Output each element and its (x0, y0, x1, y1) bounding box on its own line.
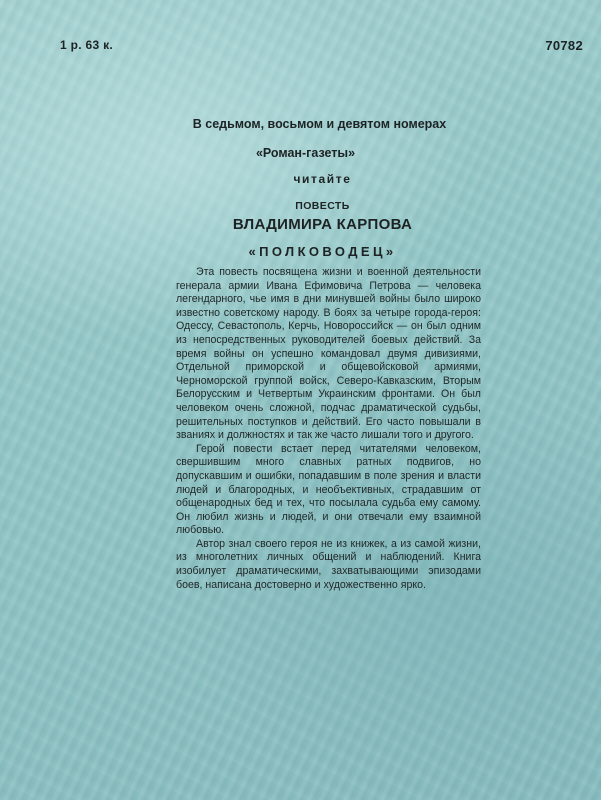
genre-label: ПОВЕСТЬ (295, 200, 350, 212)
catalog-code: 70782 (545, 38, 583, 53)
paragraph-2: Герой повести встает перед читателями человеком, свершившим много славных ратных подвигов, но допускавшим и ошибки, попадавшим в поле зрения и власти людей и благородных, и необъективных, страдавшим от общенародных бед и тех, что посылала судьба ему самому. Он любил жизнь и людей, и они отвечали ему взаимной любовью. (176, 442, 481, 537)
announcement-issues-line: В седьмом, восьмом и девятом номерах (192, 117, 447, 131)
read-label: читайте (293, 172, 352, 186)
author-name: ВЛАДИМИРА КАРПОВА (232, 216, 413, 233)
paragraph-1: Эта повесть посвящена жизни и военной деятельности генерала армии Ивана Ефимовича Петрова — человека легендарного, чье имя в дни минувшей войны было широко известно советскому народу. В боях за четыре города-героя: Одессу, Севастополь, Керчь, Новороссийск — он был одним из непосредственных руководителей боевых действий. За время войны он успешно командовал двумя дивизиями, Отдельной приморской и общевойсковой армиями, Черноморской группой войск, Северо-Кавказским, Вторым Белорусским и Четвертым Украинским фронтами. Он был человеком очень сложной, подчас драматической судьбы, решительных поступков и действий. Его часто повышали в званиях и должностях и так же часто лишали того и другого. (176, 266, 481, 442)
description-text (176, 266, 481, 592)
paragraph-3: Автор знал своего героя не из книжек, а из самой жизни, из многолетних личных общений и наблюдений. Книга изобилует драматическими, захватывающими эпизодами боев, написана достоверно и художественно ярко. (176, 537, 481, 591)
price-label: 1 р. 63 к. (60, 38, 114, 52)
book-title: «ПОЛКОВОДЕЦ» (248, 244, 397, 259)
magazine-name: «Роман-газеты» (255, 146, 356, 160)
